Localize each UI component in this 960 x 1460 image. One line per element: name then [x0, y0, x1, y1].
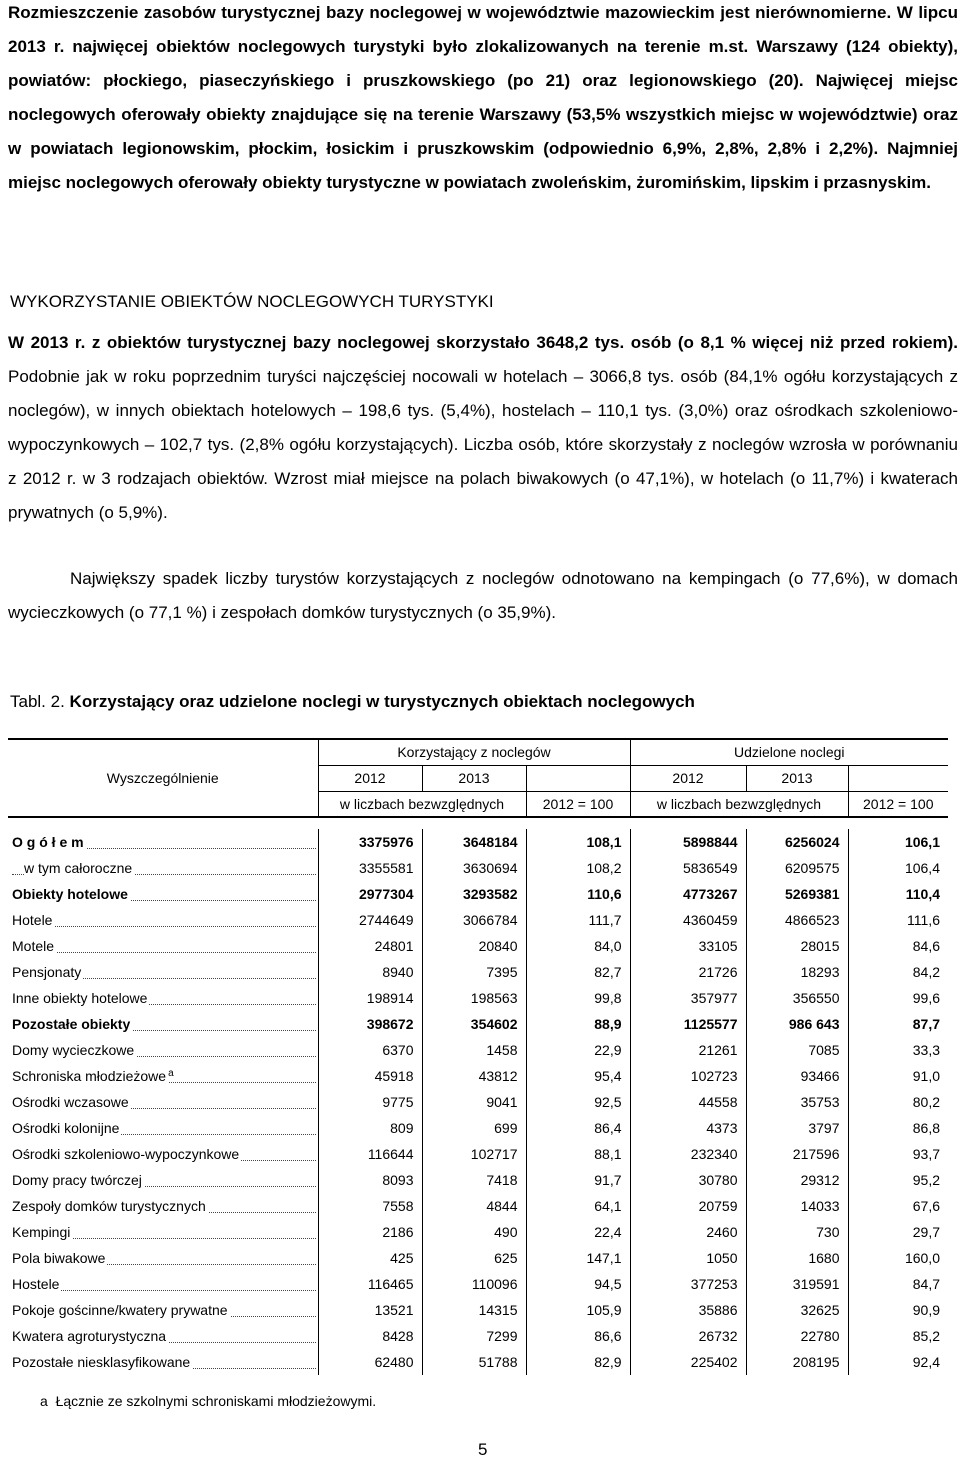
row-value: 93,7 — [848, 1141, 948, 1167]
row-value: 5836549 — [630, 855, 746, 881]
row-value: 82,7 — [526, 959, 630, 985]
subheader-absolute: w liczbach bezwzględnych — [318, 791, 526, 817]
row-value: 18293 — [746, 959, 848, 985]
group-header-nights: Udzielone noclegi — [630, 739, 948, 765]
section-heading: WYKORZYSTANIE OBIEKTÓW NOCLEGOWYCH TURYSTYKI — [10, 292, 494, 311]
row-label: Pozostałe niesklasyfikowane — [8, 1349, 318, 1375]
footnote-marker: a — [168, 1067, 174, 1079]
row-value: 84,6 — [848, 933, 948, 959]
row-value: 8093 — [318, 1167, 422, 1193]
row-value: 110,4 — [848, 881, 948, 907]
row-value: 5898844 — [630, 829, 746, 855]
row-value: 87,7 — [848, 1011, 948, 1037]
row-value: 5269381 — [746, 881, 848, 907]
row-value: 102717 — [422, 1141, 526, 1167]
row-value: 86,8 — [848, 1115, 948, 1141]
row-value: 625 — [422, 1245, 526, 1271]
page-number: 5 — [478, 1440, 488, 1459]
row-value: 3630694 — [422, 855, 526, 881]
row-value: 82,9 — [526, 1349, 630, 1375]
row-label: Ośrodki szkoleniowo-wypoczynkowe — [8, 1141, 318, 1167]
row-value: 2744649 — [318, 907, 422, 933]
row-value: 986 643 — [746, 1011, 848, 1037]
row-value: 86,6 — [526, 1323, 630, 1349]
table-row — [8, 1193, 948, 1219]
row-value: 7395 — [422, 959, 526, 985]
table-row — [8, 1011, 948, 1037]
row-value: 99,8 — [526, 985, 630, 1011]
row-value: 108,2 — [526, 855, 630, 881]
row-value: 7085 — [746, 1037, 848, 1063]
row-value: 43812 — [422, 1063, 526, 1089]
table-row — [8, 1245, 948, 1271]
row-value: 92,5 — [526, 1089, 630, 1115]
table-row — [8, 1141, 948, 1167]
row-value: 51788 — [422, 1349, 526, 1375]
row-label: Schroniska młodzieżowe $^a$ — [8, 1063, 318, 1089]
row-value: 29312 — [746, 1167, 848, 1193]
row-value: 4373 — [630, 1115, 746, 1141]
row-value: 490 — [422, 1219, 526, 1245]
row-value: 3293582 — [422, 881, 526, 907]
table-row — [8, 933, 948, 959]
row-label: Inne obiekty hotelowe — [8, 985, 318, 1011]
row-value: 14315 — [422, 1297, 526, 1323]
row-value: 94,5 — [526, 1271, 630, 1297]
row-value: 225402 — [630, 1349, 746, 1375]
row-value: 45918 — [318, 1063, 422, 1089]
row-value: 6209575 — [746, 855, 848, 881]
row-value: 3355581 — [318, 855, 422, 881]
table-row — [8, 1271, 948, 1297]
row-value: 106,4 — [848, 855, 948, 881]
row-value: 105,9 — [526, 1297, 630, 1323]
row-value: 84,0 — [526, 933, 630, 959]
row-value: 6370 — [318, 1037, 422, 1063]
group-header-visitors: Korzystający z noclegów — [318, 739, 630, 765]
row-value: 425 — [318, 1245, 422, 1271]
row-value: 106,1 — [848, 829, 948, 855]
year-header: 2012 — [630, 765, 746, 791]
row-label: Kwatera agroturystyczna — [8, 1323, 318, 1349]
row-value: 8940 — [318, 959, 422, 985]
row-value: 3066784 — [422, 907, 526, 933]
intro-text: Rozmieszczenie zasobów turystycznej bazy noclegowej w województwie mazowieckim jest nierównomierne. W lipcu 2013 r. najwięcej obiektów noclegowych turystyki było zlokalizowanych na terenie m.st. Warszawy (124 obiekty), powiatów: płockiego, piaseczyńskiego i pruszkowskiego (po 21) oraz legionowskiego (20). Najwięcej miejsc noclegowych oferowały obiekty znajdujące się na terenie Warszawy (53,5% wszystkich miejsc w województwie) oraz w powiatach legionowskim, płockim, łosickim i pruszkowskim (odpowiednio 6,9%, 2,8%, 2,8% i 2,2%). Najmniej miejsc noclegowych oferowały obiekty turystyczne w powiatach zwoleńskim, żuromińskim, lipskim i przasnyskim. — [8, 3, 958, 192]
row-value: 9041 — [422, 1089, 526, 1115]
row-value: 108,1 — [526, 829, 630, 855]
row-value: 356550 — [746, 985, 848, 1011]
table-header-row-1 — [8, 739, 948, 765]
row-value: 84,7 — [848, 1271, 948, 1297]
row-value: 116644 — [318, 1141, 422, 1167]
row-value: 2977304 — [318, 881, 422, 907]
row-value: 64,1 — [526, 1193, 630, 1219]
table-caption — [10, 692, 695, 712]
row-label: w tym całoroczne — [8, 855, 318, 881]
table-row — [8, 1323, 948, 1349]
row-value: 67,6 — [848, 1193, 948, 1219]
table-footnote — [40, 1393, 376, 1409]
row-value: 377253 — [630, 1271, 746, 1297]
row-value: 2186 — [318, 1219, 422, 1245]
row-value: 33105 — [630, 933, 746, 959]
row-value: 319591 — [746, 1271, 848, 1297]
row-value: 93466 — [746, 1063, 848, 1089]
table-row — [8, 855, 948, 881]
table-row — [8, 829, 948, 855]
row-value: 8428 — [318, 1323, 422, 1349]
row-label: Pokoje gościnne/kwatery prywatne — [8, 1297, 318, 1323]
row-value: 28015 — [746, 933, 848, 959]
table-row — [8, 1219, 948, 1245]
row-value: 1050 — [630, 1245, 746, 1271]
row-value: 22,9 — [526, 1037, 630, 1063]
row-value: 1680 — [746, 1245, 848, 1271]
row-value: 26732 — [630, 1323, 746, 1349]
row-value: 32625 — [746, 1297, 848, 1323]
row-value: 217596 — [746, 1141, 848, 1167]
row-value: 4844 — [422, 1193, 526, 1219]
row-value: 147,1 — [526, 1245, 630, 1271]
row-value: 160,0 — [848, 1245, 948, 1271]
row-value: 110,6 — [526, 881, 630, 907]
table-row — [8, 1167, 948, 1193]
row-value: 99,6 — [848, 985, 948, 1011]
row-value: 88,1 — [526, 1141, 630, 1167]
row-value: 6256024 — [746, 829, 848, 855]
row-value: 111,7 — [526, 907, 630, 933]
row-value: 80,2 — [848, 1089, 948, 1115]
row-value: 90,9 — [848, 1297, 948, 1323]
row-label: Domy pracy twórczej — [8, 1167, 318, 1193]
table-row — [8, 1297, 948, 1323]
row-value: 9775 — [318, 1089, 422, 1115]
row-value: 21261 — [630, 1037, 746, 1063]
table-row — [8, 985, 948, 1011]
footnote-mark: a — [40, 1393, 48, 1409]
row-label: Ośrodki wczasowe — [8, 1089, 318, 1115]
row-value: 232340 — [630, 1141, 746, 1167]
intro-paragraph — [8, 0, 958, 200]
row-value: 3797 — [746, 1115, 848, 1141]
accommodation-table — [8, 738, 948, 1375]
row-value: 88,9 — [526, 1011, 630, 1037]
row-value: 198914 — [318, 985, 422, 1011]
row-value: 1125577 — [630, 1011, 746, 1037]
row-label: Pozostałe obiekty — [8, 1011, 318, 1037]
year-header: 2013 — [422, 765, 526, 791]
subheader-index: 2012 = 100 — [526, 791, 630, 817]
row-value: 7299 — [422, 1323, 526, 1349]
row-label: Hotele — [8, 907, 318, 933]
row-value: 3648184 — [422, 829, 526, 855]
row-value: 22,4 — [526, 1219, 630, 1245]
section-text: Podobnie jak w roku poprzednim turyści najczęściej nocowali w hotelach – 3066,8 tys. osób (84,1% ogółu korzystających z noclegów), w innych obiektach hotelowych – 198,6 tys. (5,4%), hostelach – 110,1 tys. (3,0%) oraz ośrodkach szkoleniowo-wypoczynkowych – 102,7 tys. (2,8% ogółu korzystających). Liczba osób, które skorzystały z noclegów wzrosła w porównaniu z 2012 r. w 3 rodzajach obiektów. Wzrost miał miejsce na polach biwakowych (o 47,1%), w hotelach (o 11,7%) i kwaterach prywatnych (o 5,9%). — [8, 367, 958, 522]
row-value: 809 — [318, 1115, 422, 1141]
row-value: 20759 — [630, 1193, 746, 1219]
row-label: Hostele — [8, 1271, 318, 1297]
row-label: Kempingi — [8, 1219, 318, 1245]
row-label: Obiekty hotelowe — [8, 881, 318, 907]
row-value: 84,2 — [848, 959, 948, 985]
row-value: 357977 — [630, 985, 746, 1011]
row-label: O g ó ł e m — [8, 829, 318, 855]
row-value: 30780 — [630, 1167, 746, 1193]
row-value: 1458 — [422, 1037, 526, 1063]
row-value: 208195 — [746, 1349, 848, 1375]
row-value: 102723 — [630, 1063, 746, 1089]
section-paragraph — [8, 326, 958, 530]
footnote-text: Łącznie ze szkolnymi schroniskami młodzieżowymi. — [55, 1393, 377, 1409]
row-value: 35886 — [630, 1297, 746, 1323]
row-value: 91,7 — [526, 1167, 630, 1193]
row-value: 116465 — [318, 1271, 422, 1297]
year-header: 2012 — [318, 765, 422, 791]
row-value: 91,0 — [848, 1063, 948, 1089]
row-label: Domy wycieczkowe — [8, 1037, 318, 1063]
row-value: 86,4 — [526, 1115, 630, 1141]
table-row — [8, 1063, 948, 1089]
row-value: 7418 — [422, 1167, 526, 1193]
row-value: 13521 — [318, 1297, 422, 1323]
section-paragraph-2: Największy spadek liczby turystów korzystających z noclegów odnotowano na kempingach (o 77,6%), w domach wycieczkowych (o 77,1 %) i zespołach domków turystycznych (o 35,9%). — [8, 569, 958, 622]
row-label: Pensjonaty — [8, 959, 318, 985]
row-value: 33,3 — [848, 1037, 948, 1063]
row-value: 35753 — [746, 1089, 848, 1115]
row-value: 3375976 — [318, 829, 422, 855]
table-row — [8, 1349, 948, 1375]
row-value: 44558 — [630, 1089, 746, 1115]
row-value: 21726 — [630, 959, 746, 985]
table-caption-title: Korzystający oraz udzielone noclegi w turystycznych obiektach noclegowych — [69, 692, 695, 711]
row-value: 398672 — [318, 1011, 422, 1037]
row-value: 14033 — [746, 1193, 848, 1219]
year-header: 2013 — [746, 765, 848, 791]
row-value: 4773267 — [630, 881, 746, 907]
row-value: 95,2 — [848, 1167, 948, 1193]
row-value: 95,4 — [526, 1063, 630, 1089]
table-row — [8, 907, 948, 933]
row-label: Ośrodki kolonijne — [8, 1115, 318, 1141]
row-value: 111,6 — [848, 907, 948, 933]
table-body — [8, 829, 948, 1375]
section-bold-lead: W 2013 r. z obiektów turystycznej bazy noclegowej skorzystało 3648,2 tys. osób (o 8,1 % więcej niż przed rokiem). — [8, 333, 958, 352]
row-value: 62480 — [318, 1349, 422, 1375]
row-value: 110096 — [422, 1271, 526, 1297]
row-label: Motele — [8, 933, 318, 959]
row-value: 2460 — [630, 1219, 746, 1245]
row-value: 22780 — [746, 1323, 848, 1349]
row-label: Zespoły domków turystycznych — [8, 1193, 318, 1219]
table-row — [8, 1037, 948, 1063]
row-value: 7558 — [318, 1193, 422, 1219]
row-value: 24801 — [318, 933, 422, 959]
subheader-index: 2012 = 100 — [848, 791, 948, 817]
row-value: 85,2 — [848, 1323, 948, 1349]
row-value: 198563 — [422, 985, 526, 1011]
row-value: 92,4 — [848, 1349, 948, 1375]
table-row — [8, 881, 948, 907]
row-header-cell: Wyszczególnienie — [106, 770, 219, 786]
row-value: 29,7 — [848, 1219, 948, 1245]
row-value: 4866523 — [746, 907, 848, 933]
table-row — [8, 1115, 948, 1141]
row-value: 730 — [746, 1219, 848, 1245]
row-value: 699 — [422, 1115, 526, 1141]
subheader-absolute: w liczbach bezwzględnych — [630, 791, 848, 817]
table-caption-prefix: Tabl. 2. — [10, 692, 65, 711]
row-value: 354602 — [422, 1011, 526, 1037]
row-value: 4360459 — [630, 907, 746, 933]
table-row — [8, 1089, 948, 1115]
table-row — [8, 959, 948, 985]
row-value: 20840 — [422, 933, 526, 959]
row-label: Pola biwakowe — [8, 1245, 318, 1271]
